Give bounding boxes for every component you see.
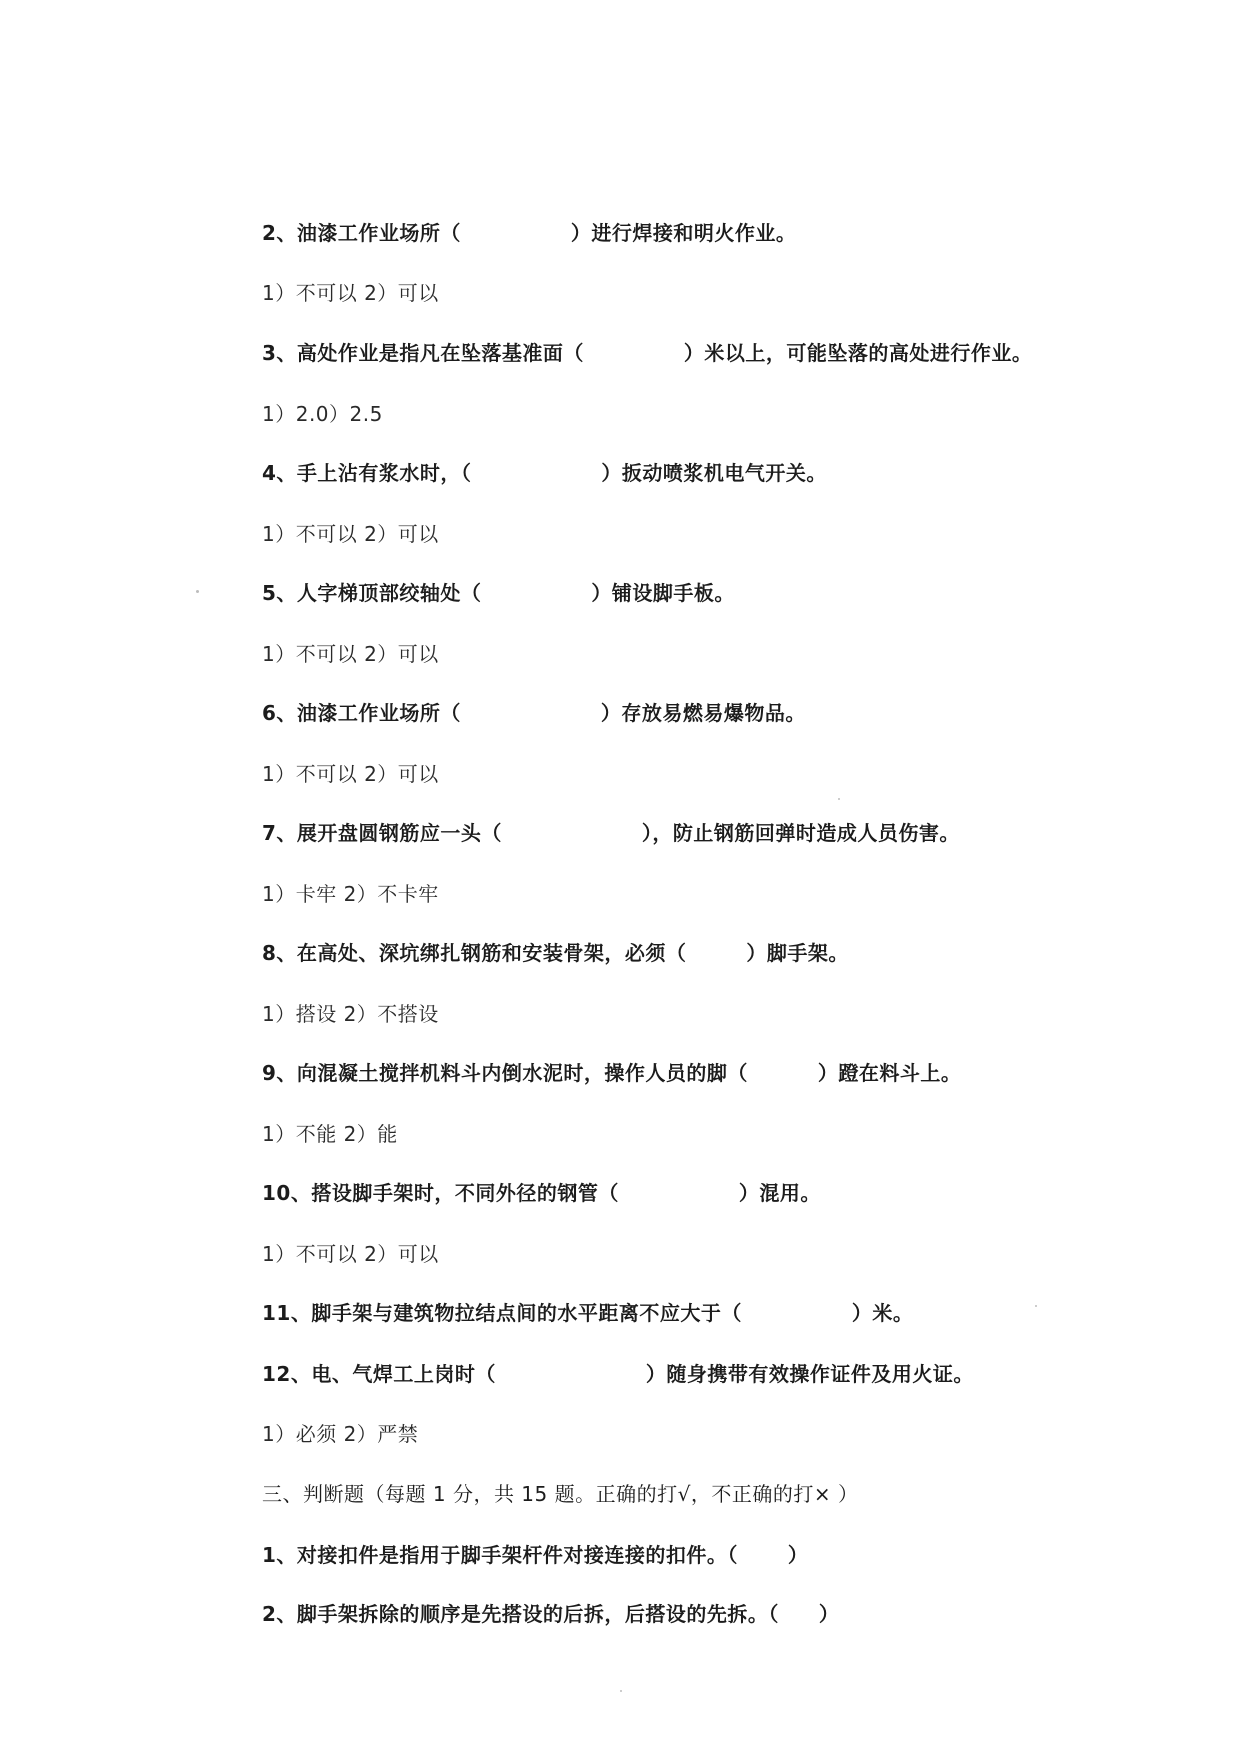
question-12 bbox=[262, 1360, 974, 1388]
question-text-after: ）脚手架。 bbox=[746, 941, 849, 965]
question-text-after: ），防止钢筋回弹时造成人员伤害。 bbox=[641, 821, 960, 845]
question-number: 2、 bbox=[262, 1602, 297, 1626]
question-number: 5、 bbox=[262, 581, 297, 605]
tf-question-1 bbox=[262, 1541, 808, 1569]
options-4: 1）不可以 2）可以 bbox=[262, 522, 439, 546]
question-text-after: ）进行焊接和明火作业。 bbox=[570, 221, 797, 245]
question-text-after: ）米以上，可能坠落的高处进行作业。 bbox=[683, 341, 1033, 365]
question-4 bbox=[262, 459, 827, 487]
question-5 bbox=[262, 579, 735, 607]
question-text-after: ）扳动喷浆机电气开关。 bbox=[601, 461, 827, 485]
question-6 bbox=[262, 699, 806, 727]
question-number: 2、 bbox=[262, 221, 297, 245]
question-text-after: ） bbox=[818, 1602, 840, 1626]
question-3 bbox=[262, 339, 1032, 367]
question-text-before: 向混凝土搅拌机料斗内倒水泥时，操作人员的脚（ bbox=[296, 1061, 748, 1085]
question-text-before: 人字梯顶部绞轴处（ bbox=[296, 581, 482, 605]
options-10: 1）不可以 2）可以 bbox=[262, 1242, 439, 1266]
question-number: 6、 bbox=[262, 701, 297, 725]
scan-speck bbox=[838, 798, 840, 800]
question-text-before: 在高处、深坑绑扎钢筋和安装骨架，必须（ bbox=[296, 941, 687, 965]
question-11 bbox=[262, 1299, 913, 1327]
scan-speck bbox=[196, 590, 199, 593]
scan-speck bbox=[1035, 1305, 1037, 1307]
question-text-before: 脚手架与建筑物拉结点间的水平距离不应大于（ bbox=[311, 1301, 742, 1325]
question-text-before: 搭设脚手架时，不同外径的钢管（ bbox=[311, 1181, 619, 1205]
question-text-after: ）存放易燃易爆物品。 bbox=[600, 701, 806, 725]
question-text-after: ）随身携带有效操作证件及用火证。 bbox=[645, 1362, 974, 1386]
question-10 bbox=[262, 1179, 821, 1207]
question-number: 9、 bbox=[262, 1061, 297, 1085]
question-text-before: 电、气焊工上岗时（ bbox=[311, 1362, 496, 1386]
question-number: 7、 bbox=[262, 821, 297, 845]
options-5: 1）不可以 2）可以 bbox=[262, 642, 439, 666]
question-text-before: 手上沾有浆水时，（ bbox=[296, 461, 472, 485]
question-number: 8、 bbox=[262, 941, 297, 965]
question-number: 10、 bbox=[262, 1181, 312, 1205]
question-2 bbox=[262, 219, 796, 247]
question-7 bbox=[262, 819, 960, 847]
question-text-before: 脚手架拆除的顺序是先搭设的后拆，后搭设的先拆。（ bbox=[296, 1602, 779, 1626]
options-2: 1）不可以 2）可以 bbox=[262, 281, 439, 305]
question-text-before: 高处作业是指凡在坠落基准面（ bbox=[296, 341, 584, 365]
options-7: 1）卡牢 2）不卡牢 bbox=[262, 882, 439, 906]
question-text-after: ） bbox=[787, 1543, 809, 1567]
options-12: 1）必须 2）严禁 bbox=[262, 1422, 419, 1446]
options-6: 1）不可以 2）可以 bbox=[262, 762, 439, 786]
tf-question-2 bbox=[262, 1600, 839, 1628]
question-text-after: ）蹬在料斗上。 bbox=[817, 1061, 962, 1085]
options-8: 1）搭设 2）不搭设 bbox=[262, 1002, 439, 1026]
section-heading-true-false: 三、判断题（每题 1 分，共 15 题。正确的打√，不正确的打× ） bbox=[262, 1482, 859, 1506]
options-3: 1）2.0）2.5 bbox=[262, 402, 383, 426]
question-number: 12、 bbox=[262, 1362, 312, 1386]
question-number: 1、 bbox=[262, 1543, 297, 1567]
question-number: 4、 bbox=[262, 461, 297, 485]
options-9: 1）不能 2）能 bbox=[262, 1122, 398, 1146]
question-text-before: 展开盘圆钢筋应一头（ bbox=[296, 821, 502, 845]
question-number: 3、 bbox=[262, 341, 297, 365]
scan-speck bbox=[620, 1690, 622, 1692]
question-8 bbox=[262, 939, 849, 967]
question-text-after: ）米。 bbox=[851, 1301, 914, 1325]
question-number: 11、 bbox=[262, 1301, 312, 1325]
question-text-before: 油漆工作业场所（ bbox=[296, 221, 461, 245]
question-text-after: ）混用。 bbox=[738, 1181, 821, 1205]
question-text-after: ）铺设脚手板。 bbox=[591, 581, 735, 605]
question-9 bbox=[262, 1059, 961, 1087]
question-text-before: 对接扣件是指用于脚手架杆件对接连接的扣件。（ bbox=[296, 1543, 738, 1567]
question-text-before: 油漆工作业场所（ bbox=[296, 701, 461, 725]
